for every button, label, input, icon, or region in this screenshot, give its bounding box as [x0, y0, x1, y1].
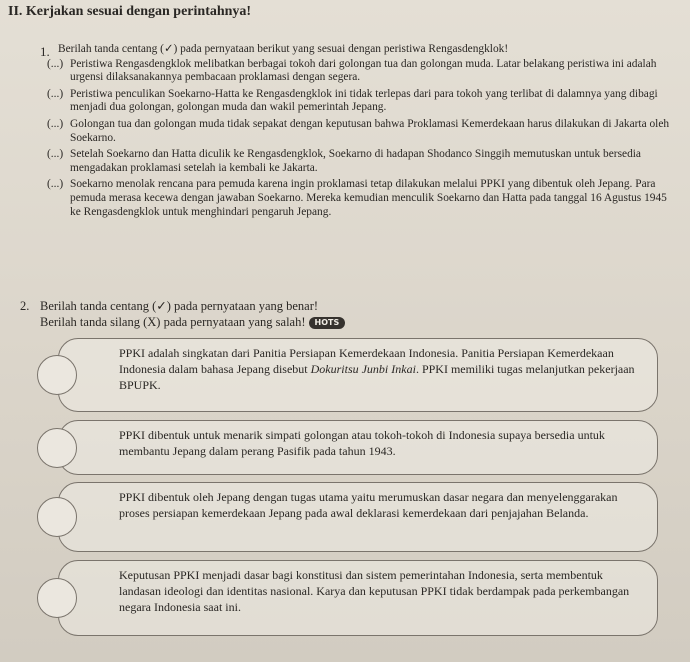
statement-card-1	[58, 338, 658, 412]
statement-text: PPKI adalah singkatan dari Panitia Persiapan Kemerdekaan Indonesia. Panitia Persiapan Kemerdekaan Indonesia dalam bahasa Jepang disebut	[119, 346, 614, 376]
answer-blank[interactable]: (...)	[47, 148, 64, 161]
answer-blank[interactable]: (...)	[47, 57, 64, 70]
q1-item-text: Peristiwa Rengasdengklok melibatkan berbagai tokoh dari golongan tua dan golongan muda. Latar belakang peristiwa ini adalah urgensi dilaksanakannya pembacaan proklamasi dengan segera.	[70, 57, 657, 84]
q1-item-text: Soekarno menolak rencana para pemuda karena ingin proklamasi tetap dilakukan melalui PPKI yang dibentuk oleh Jepang. Para pemuda merasa kecewa dengan jawaban Soekarno. Mereka kemudian menculik Soekarno dan Hatta pada tanggal 16 Agustus 1945 ke Rengasdengklok untuk menghindari pengaruh Jepang.	[70, 178, 667, 218]
answer-blank[interactable]: (...)	[47, 87, 64, 100]
statement-text: Keputusan PPKI menjadi dasar bagi konstitusi dan sistem pemerintahan Indonesia, serta membentuk landasan ideologi dan identitas nasional. Karya dan keputusan PPKI tidak berdampak pada perkembangan negara Indonesia saat ini.	[119, 568, 630, 614]
question-2-instruction-2	[40, 315, 345, 330]
answer-circle[interactable]	[37, 355, 77, 395]
q1-item-text: Golongan tua dan golongan muda tidak sepakat dengan keputusan bahwa Proklamasi Kemerdekaan harus dilakukan di Jakarta oleh Soekarno.	[70, 117, 670, 144]
answer-blank[interactable]: (...)	[47, 178, 64, 191]
statement-card-2	[58, 420, 658, 475]
instruction-2-text: Berilah tanda silang (X) pada pernyataan yang salah!	[40, 315, 306, 329]
q1-item-2[interactable]	[47, 87, 678, 115]
question-1-instruction: Berilah tanda centang (✓) pada pernyataan berikut yang sesuai dengan peristiwa Rengasdengklok!	[58, 43, 509, 55]
answer-circle[interactable]	[37, 497, 77, 537]
answer-circle[interactable]	[37, 428, 77, 468]
statement-italic-term: Dokuritsu Junbi Inkai	[310, 362, 416, 376]
statement-text-end: . PPKI memiliki tugas melanjutkan pekerjaan BPUPK.	[119, 362, 635, 392]
statement-card-4	[58, 560, 658, 636]
question-2-instruction: Berilah tanda centang (✓) pada pernyataan yang benar!	[40, 299, 319, 313]
q1-item-4[interactable]	[47, 148, 678, 175]
hots-badge: HOTS	[309, 317, 346, 329]
question-1	[47, 43, 678, 222]
answer-blank[interactable]: (...)	[47, 117, 64, 130]
question-2-number: 2.	[20, 299, 30, 313]
statement-text: PPKI dibentuk untuk menarik simpati golongan atau tokoh-tokoh di Indonesia supaya bersedia untuk membantu Jepang dalam perang Pasifik pada tahun 1943.	[119, 428, 605, 458]
q1-item-1[interactable]	[47, 57, 678, 85]
section-title: II. Kerjakan sesuai dengan perintahnya!	[8, 4, 252, 19]
statement-card-3	[58, 482, 658, 552]
q1-item-text: Peristiwa penculikan Soekarno-Hatta ke Rengasdengklok ini tidak terlepas dari para tokoh yang terlibat di dalamnya yang dibagi menjadi dua golongan, golongan muda dan wakil pemerintah Jepang.	[70, 87, 658, 114]
q1-item-5[interactable]	[47, 178, 678, 219]
answer-circle[interactable]	[37, 578, 77, 618]
q1-item-text: Setelah Soekarno dan Hatta diculik ke Rengasdengklok, Soekarno di hadapan Shodanco Singgih memutuskan untuk bersedia mengadakan proklamasi setelah ia kembali ke Jakarta.	[70, 148, 641, 174]
statement-text: PPKI dibentuk oleh Jepang dengan tugas utama yaitu merumuskan dasar negara dan menyelenggarakan proses persiapan kemerdekaan Jepang pada awal deklarasi kemerdekaan dari penjajahan Belanda.	[119, 490, 618, 520]
q1-item-3[interactable]	[47, 117, 678, 145]
question-1-number: 1.	[40, 44, 50, 59]
